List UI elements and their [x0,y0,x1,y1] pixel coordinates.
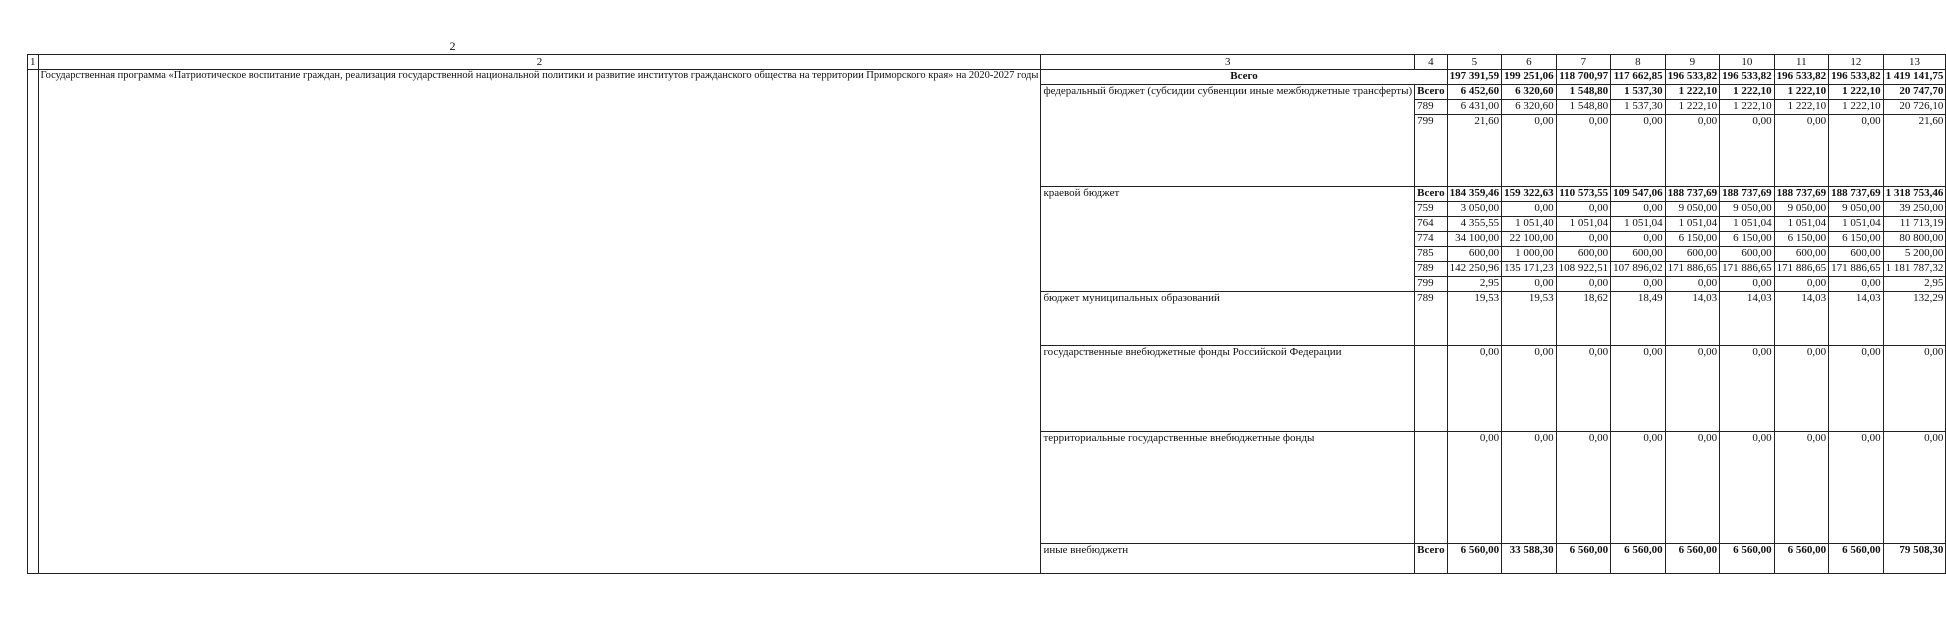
header-row [28,55,1946,70]
value-cell: 0,00 [1447,346,1502,432]
value-cell: 600,00 [1720,247,1775,262]
value-cell: 6 150,00 [1720,232,1775,247]
value-cell: 1 051,04 [1556,217,1611,232]
value-cell: 6 560,00 [1774,544,1829,574]
value-cell: 14,03 [1774,292,1829,346]
value-cell: 1 318 753,46 [1883,187,1946,202]
value-cell: 33 588,30 [1502,544,1557,574]
value-cell: 1 051,04 [1720,217,1775,232]
column-header: 9 [1665,55,1720,70]
value-cell: 132,29 [1883,292,1946,346]
value-cell: 108 922,51 [1556,262,1611,277]
value-cell: 197 391,59 [1447,70,1502,85]
column-header: 12 [1829,55,1884,70]
value-cell: 0,00 [1720,277,1775,292]
value-cell: 159 322,63 [1502,187,1557,202]
value-cell: 0,00 [1502,346,1557,432]
column-header: 10 [1720,55,1775,70]
program-title: Государственная программа «Патриотическое воспитание граждан, реализация государственной национальной политики и развитие институтов гражданского общества на территории Приморского края» на 2020-2027 годы [38,70,1041,574]
value-cell: 0,00 [1774,346,1829,432]
value-cell: 6 452,60 [1447,85,1502,100]
value-cell: 6 560,00 [1665,544,1720,574]
budget-code: Всего [1415,187,1447,202]
value-cell: 171 886,65 [1774,262,1829,277]
value-cell: 0,00 [1502,202,1557,217]
column-header: 1 [28,55,39,70]
value-cell: 117 662,85 [1611,70,1666,85]
value-cell: 0,00 [1774,432,1829,544]
row-number-cell [28,70,39,574]
value-cell: 188 737,69 [1774,187,1829,202]
budget-code: Всего [1415,544,1447,574]
value-cell: 0,00 [1665,277,1720,292]
value-cell: 0,00 [1829,115,1884,187]
value-cell: 14,03 [1665,292,1720,346]
value-cell: 0,00 [1556,432,1611,544]
value-cell: 0,00 [1611,115,1666,187]
value-cell: 6 560,00 [1611,544,1666,574]
source-total-label: Всего [1041,70,1447,85]
value-cell: 107 896,02 [1611,262,1666,277]
budget-code: 799 [1415,115,1447,187]
value-cell: 0,00 [1829,277,1884,292]
value-cell: 80 800,00 [1883,232,1946,247]
value-cell: 1 181 787,32 [1883,262,1946,277]
budget-code: 785 [1415,247,1447,262]
value-cell: 18,62 [1556,292,1611,346]
value-cell: 6 150,00 [1665,232,1720,247]
value-cell: 171 886,65 [1829,262,1884,277]
value-cell: 600,00 [1556,247,1611,262]
value-cell: 184 359,46 [1447,187,1502,202]
source-other: иные внебюджетн [1041,544,1415,574]
value-cell: 9 050,00 [1774,202,1829,217]
value-cell: 4 355,55 [1447,217,1502,232]
budget-code: 759 [1415,202,1447,217]
value-cell: 0,00 [1720,115,1775,187]
value-cell: 199 251,06 [1502,70,1557,85]
value-cell: 6 320,60 [1502,100,1557,115]
value-cell: 0,00 [1611,432,1666,544]
value-cell: 0,00 [1829,346,1884,432]
value-cell: 600,00 [1665,247,1720,262]
column-header: 11 [1774,55,1829,70]
value-cell: 5 200,00 [1883,247,1946,262]
value-cell: 39 250,00 [1883,202,1946,217]
column-header: 5 [1447,55,1502,70]
value-cell: 600,00 [1611,247,1666,262]
value-cell: 1 051,04 [1665,217,1720,232]
value-cell: 1 548,80 [1556,100,1611,115]
column-header: 7 [1556,55,1611,70]
value-cell: 109 547,06 [1611,187,1666,202]
source-municipal: бюджет муниципальных образований [1041,292,1415,346]
value-cell: 1 548,80 [1556,85,1611,100]
budget-table [27,54,1946,574]
value-cell: 14,03 [1829,292,1884,346]
value-cell: 0,00 [1556,115,1611,187]
budget-code: 789 [1415,262,1447,277]
value-cell: 3 050,00 [1447,202,1502,217]
value-cell: 14,03 [1720,292,1775,346]
value-cell: 0,00 [1611,232,1666,247]
budget-code [1415,346,1447,432]
value-cell: 1 222,10 [1829,85,1884,100]
value-cell: 0,00 [1556,346,1611,432]
value-cell: 135 171,23 [1502,262,1557,277]
source-federal: федеральный бюджет (субсидии субвенции иные межбюджетные трансферты) [1041,85,1415,187]
budget-code: 799 [1415,277,1447,292]
value-cell: 142 250,96 [1447,262,1502,277]
value-cell: 1 222,10 [1829,100,1884,115]
value-cell: 1 000,00 [1502,247,1557,262]
value-cell: 0,00 [1665,115,1720,187]
value-cell: 6 150,00 [1829,232,1884,247]
value-cell: 600,00 [1829,247,1884,262]
value-cell: 0,00 [1774,277,1829,292]
value-cell: 1 222,10 [1774,100,1829,115]
value-cell: 20 726,10 [1883,100,1946,115]
value-cell: 188 737,69 [1720,187,1775,202]
value-cell: 0,00 [1611,346,1666,432]
value-cell: 0,00 [1556,202,1611,217]
column-header: 2 [38,55,1041,70]
value-cell: 196 533,82 [1829,70,1884,85]
value-cell: 0,00 [1502,432,1557,544]
value-cell: 1 222,10 [1774,85,1829,100]
value-cell: 118 700,97 [1556,70,1611,85]
value-cell: 22 100,00 [1502,232,1557,247]
value-cell: 1 222,10 [1720,85,1775,100]
value-cell: 1 537,30 [1611,100,1666,115]
value-cell: 11 713,19 [1883,217,1946,232]
value-cell: 1 222,10 [1720,100,1775,115]
value-cell: 1 051,04 [1829,217,1884,232]
value-cell: 1 419 141,75 [1883,70,1946,85]
value-cell: 0,00 [1611,202,1666,217]
value-cell: 1 051,04 [1774,217,1829,232]
value-cell: 9 050,00 [1829,202,1884,217]
budget-code: 764 [1415,217,1447,232]
value-cell: 6 560,00 [1556,544,1611,574]
value-cell: 171 886,65 [1665,262,1720,277]
value-cell: 188 737,69 [1829,187,1884,202]
value-cell: 1 222,10 [1665,85,1720,100]
value-cell: 18,49 [1611,292,1666,346]
value-cell: 79 508,30 [1883,544,1946,574]
budget-code: 774 [1415,232,1447,247]
value-cell: 0,00 [1556,232,1611,247]
budget-code: 789 [1415,100,1447,115]
value-cell: 600,00 [1774,247,1829,262]
column-header: 3 [1041,55,1415,70]
budget-code: Всего [1415,85,1447,100]
value-cell: 0,00 [1720,432,1775,544]
value-cell: 1 051,40 [1502,217,1557,232]
column-header: 6 [1502,55,1557,70]
value-cell: 6 150,00 [1774,232,1829,247]
value-cell: 34 100,00 [1447,232,1502,247]
value-cell: 0,00 [1502,277,1557,292]
value-cell: 196 533,82 [1665,70,1720,85]
value-cell: 6 560,00 [1447,544,1502,574]
value-cell: 196 533,82 [1720,70,1775,85]
source-regional: краевой бюджет [1041,187,1415,292]
value-cell: 171 886,65 [1720,262,1775,277]
value-cell: 1 051,04 [1611,217,1666,232]
budget-code: 789 [1415,292,1447,346]
value-cell: 19,53 [1502,292,1557,346]
value-cell: 110 573,55 [1556,187,1611,202]
value-cell: 9 050,00 [1720,202,1775,217]
value-cell: 6 431,00 [1447,100,1502,115]
value-cell: 19,53 [1447,292,1502,346]
value-cell: 0,00 [1556,277,1611,292]
value-cell: 0,00 [1883,432,1946,544]
value-cell: 1 222,10 [1665,100,1720,115]
column-header: 13 [1883,55,1946,70]
value-cell: 0,00 [1720,346,1775,432]
value-cell: 196 533,82 [1774,70,1829,85]
value-cell: 6 560,00 [1720,544,1775,574]
value-cell: 0,00 [1774,115,1829,187]
value-cell: 20 747,70 [1883,85,1946,100]
value-cell: 21,60 [1883,115,1946,187]
value-cell: 0,00 [1829,432,1884,544]
budget-code [1415,432,1447,544]
source-state-funds: государственные внебюджетные фонды Российской Федерации [1041,346,1415,432]
value-cell: 0,00 [1447,432,1502,544]
column-header: 8 [1611,55,1666,70]
value-cell: 0,00 [1502,115,1557,187]
total-row [28,70,1946,85]
value-cell: 2,95 [1883,277,1946,292]
value-cell: 9 050,00 [1665,202,1720,217]
value-cell: 0,00 [1883,346,1946,432]
value-cell: 1 537,30 [1611,85,1666,100]
value-cell: 6 560,00 [1829,544,1884,574]
value-cell: 0,00 [1665,346,1720,432]
value-cell: 2,95 [1447,277,1502,292]
page-number: 2 [449,39,456,53]
value-cell: 6 320,60 [1502,85,1557,100]
value-cell: 188 737,69 [1665,187,1720,202]
source-territorial-funds: территориальные государственные внебюджетные фонды [1041,432,1415,544]
value-cell: 21,60 [1447,115,1502,187]
value-cell: 0,00 [1611,277,1666,292]
value-cell: 600,00 [1447,247,1502,262]
column-header: 4 [1415,55,1447,70]
value-cell: 0,00 [1665,432,1720,544]
